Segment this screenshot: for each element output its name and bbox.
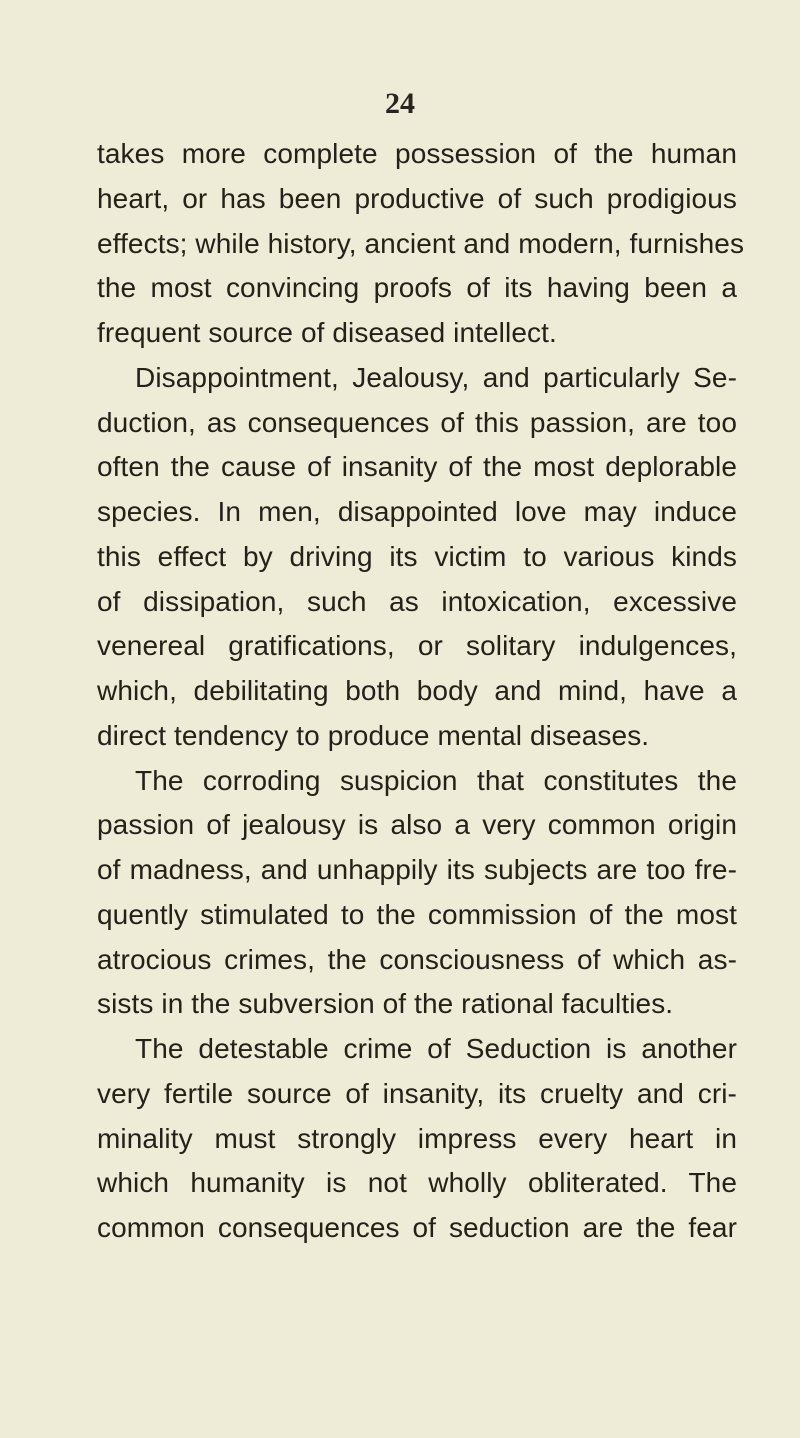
text-line: often the cause of insanity of the most deplorable — [97, 451, 737, 483]
text-line: very fertile source of insanity, its cruelty and cri- — [97, 1077, 737, 1109]
text-line: atrocious crimes, the consciousness of which as- — [97, 943, 737, 975]
text-line: frequent source of diseased intellect. — [97, 317, 557, 348]
text-line: of dissipation, such as intoxication, excessive — [97, 585, 737, 617]
text-line: which humanity is not wholly obliterated. The — [97, 1167, 737, 1199]
text-line: The detestable crime of Seduction is another — [135, 1033, 737, 1064]
text-line: effects; while history, ancient and modern, furnishes — [97, 227, 745, 259]
text-line: direct tendency to produce mental diseases. — [97, 719, 650, 751]
page-number: 24 — [385, 87, 415, 120]
text-line: duction, as consequences of this passion, are too — [97, 406, 737, 438]
text-line: The corroding suspicion that constitutes the — [135, 764, 737, 796]
text-line: which, debilitating both body and mind, have a — [97, 675, 737, 706]
body-text — [97, 132, 745, 1251]
text-line: of madness, and unhappily its subjects are too fre- — [97, 854, 737, 885]
text-line: sists in the subversion of the rational faculties. — [97, 988, 674, 1020]
text-line: venereal gratifications, or solitary indulgences, — [97, 630, 737, 662]
text-line: quently stimulated to the commission of the most — [97, 898, 737, 930]
text-line: takes more complete possession of the human — [97, 138, 737, 169]
text-line: common consequences of seduction are the fear — [97, 1212, 737, 1243]
text-line: species. In men, disappointed love may induce — [97, 496, 737, 527]
text-line: Disappointment, Jealousy, and particularly Se- — [135, 361, 737, 393]
text-line: minality must strongly impress every heart in — [97, 1122, 737, 1154]
text-line: this effect by driving its victim to various kinds — [97, 540, 737, 572]
text-line: the most convincing proofs of its having been a — [97, 272, 737, 304]
text-line: passion of jealousy is also a very common origin — [97, 809, 737, 841]
text-line: heart, or has been productive of such prodigious — [97, 182, 737, 214]
